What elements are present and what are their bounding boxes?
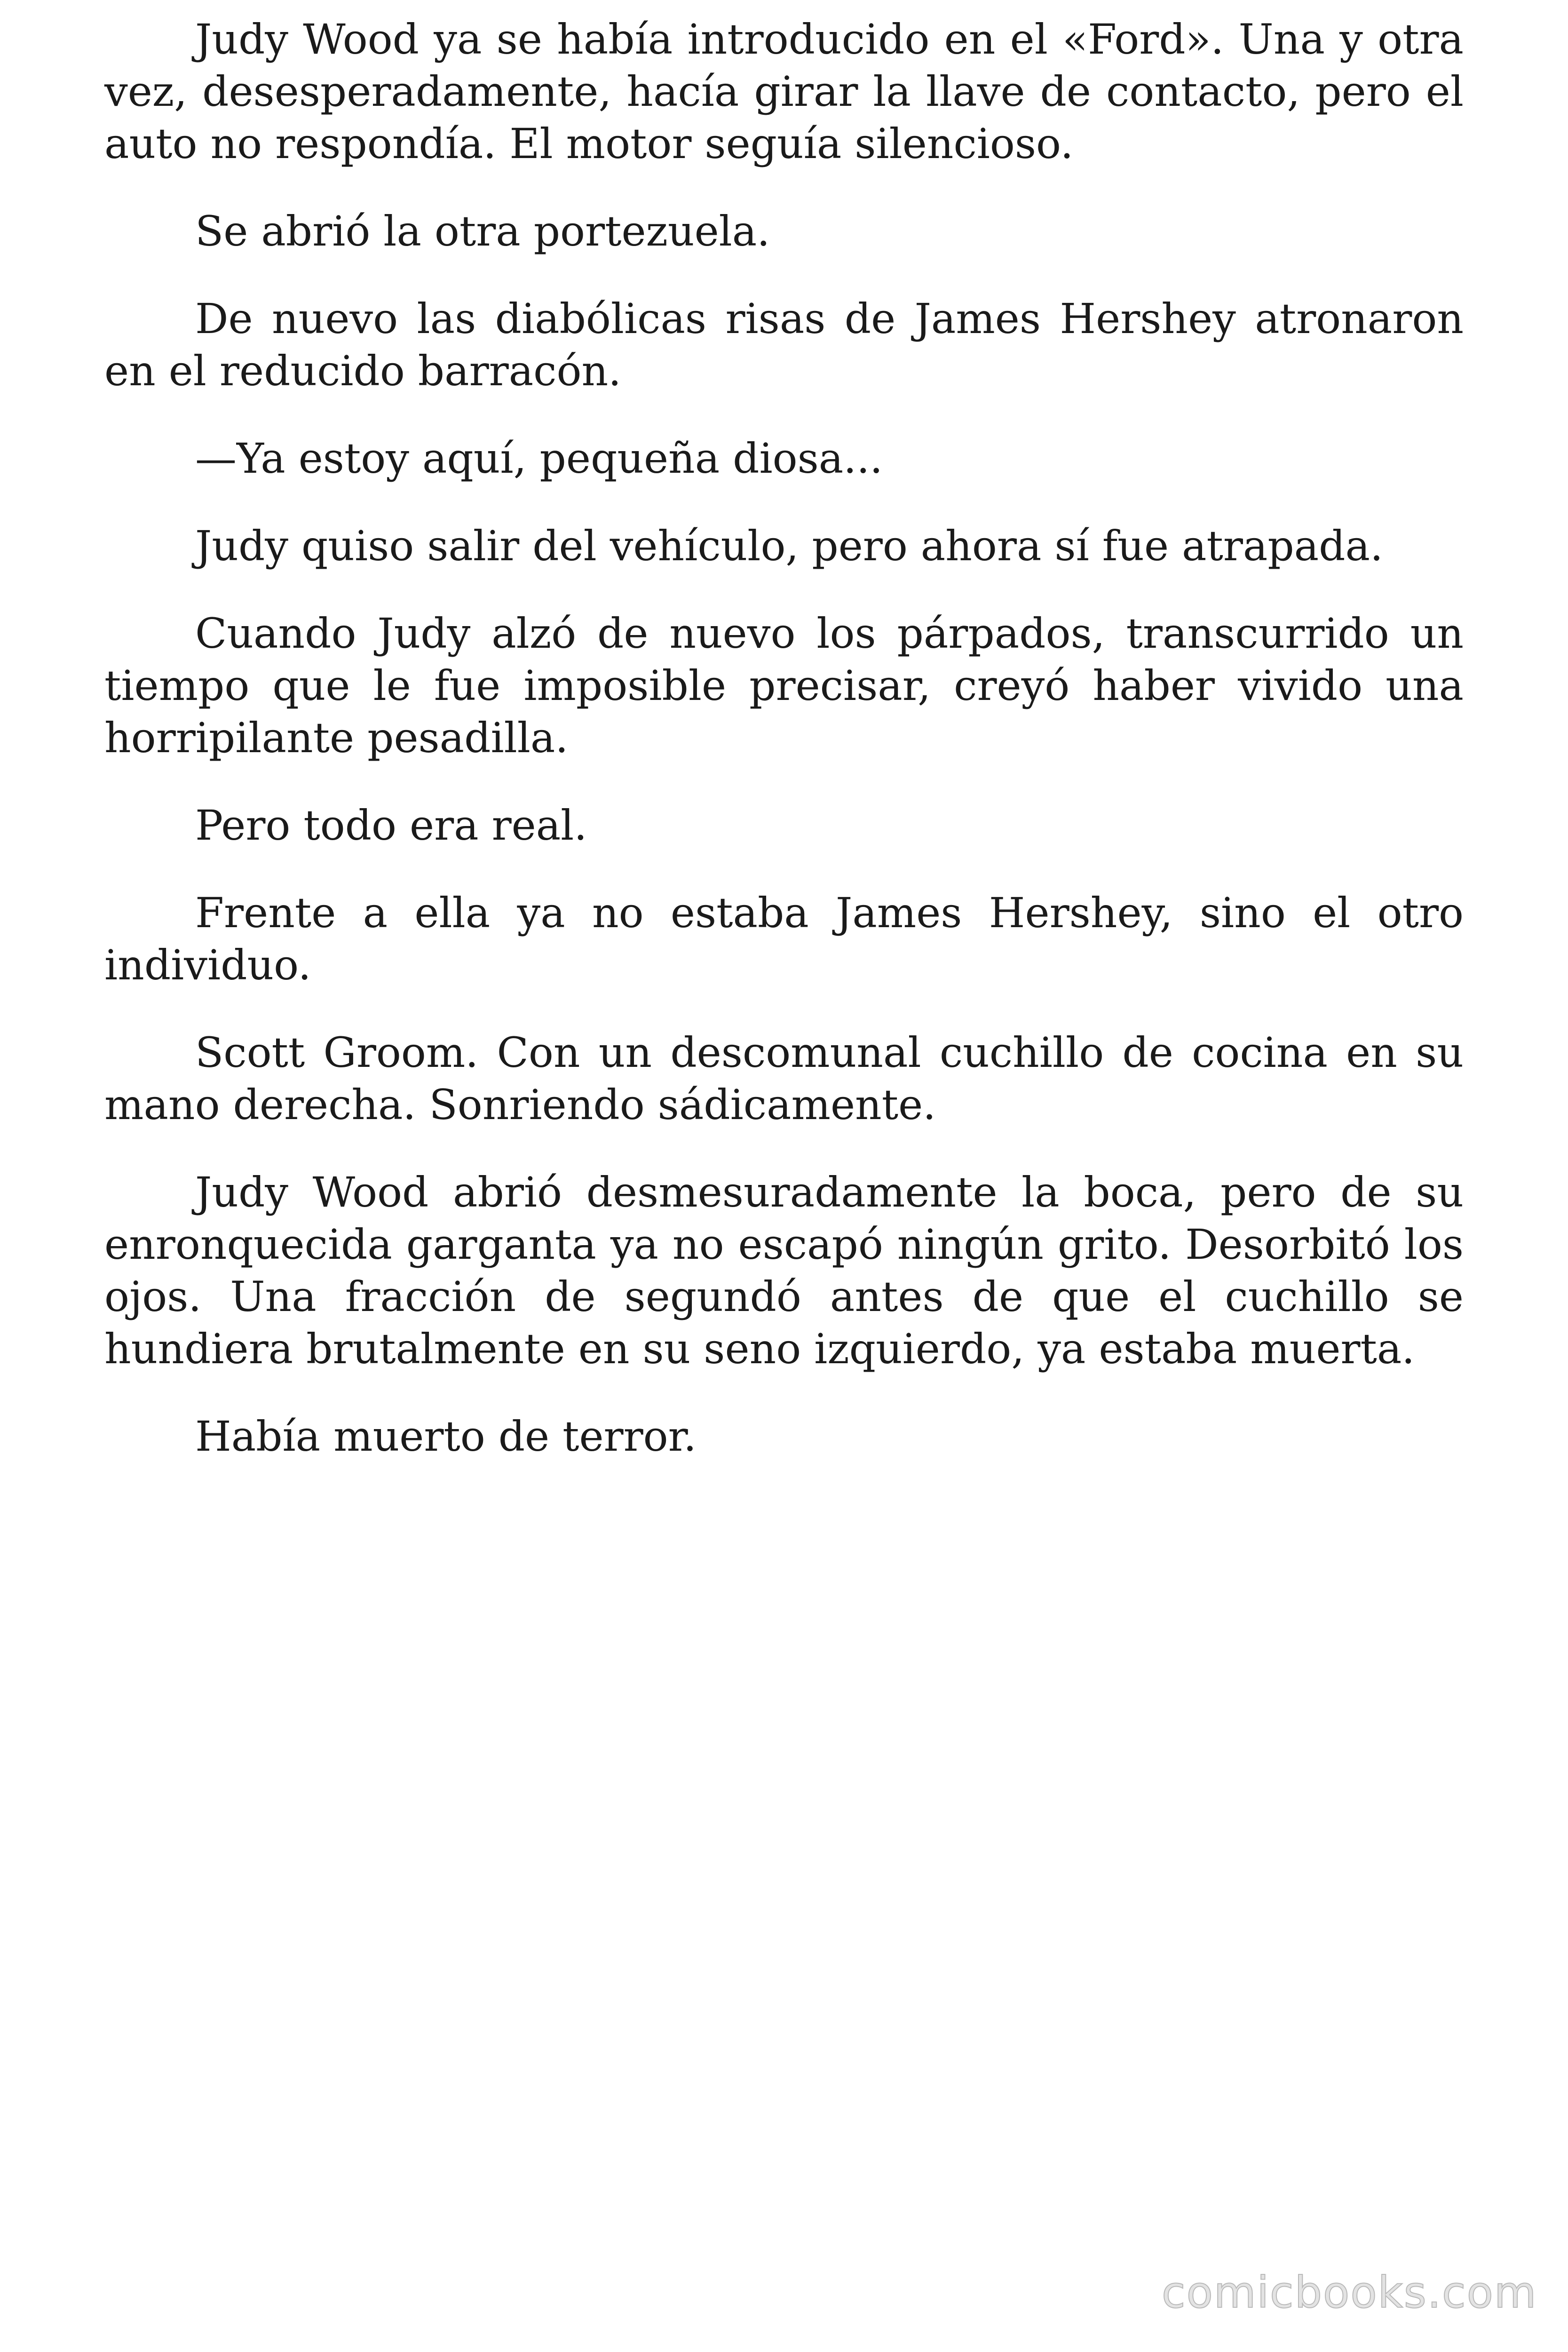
paragraph-6: Cuando Judy alzó de nuevo los párpados, transcurrido un tiempo que le fue imposible precisar, creyó haber vivido una horripilante pesadilla. [104,609,1464,762]
paragraph-8: Frente a ella ya no estaba James Hershey, sino el otro individuo. [104,889,1464,989]
paragraph-1: Judy Wood ya se había introducido en el «Ford». Una y otra vez, desesperadamente, hacía girar la llave de contacto, pero el auto no respondía. El motor seguía silencioso. [104,15,1464,168]
paragraph-11: Había muerto de terror. [195,1412,697,1461]
watermark: comicbooks.com [1162,2267,1537,2318]
paragraph-7: Pero todo era real. [195,801,587,850]
paragraph-9: Scott Groom. Con un descomunal cuchillo de cocina en su mano derecha. Sonriendo sádicamente. [104,1028,1464,1129]
page-body [104,13,1464,1498]
paragraph-4: —Ya estoy aquí, pequeña diosa... [195,434,883,483]
paragraph-10: Judy Wood abrió desmesuradamente la boca, pero de su enronquecida garganta ya no escapó ningún grito. Desorbitó los ojos. Una fracción de segundó antes de que el cuchillo se hundiera brutalmente en su seno izquierdo, ya estaba muerta. [104,1168,1464,1373]
paragraph-5: Judy quiso salir del vehículo, pero ahora sí fue atrapada. [195,522,1383,570]
paragraph-2: Se abrió la otra portezuela. [195,207,770,255]
paragraph-3: De nuevo las diabólicas risas de James Hershey atronaron en el reducido barracón. [104,294,1464,395]
